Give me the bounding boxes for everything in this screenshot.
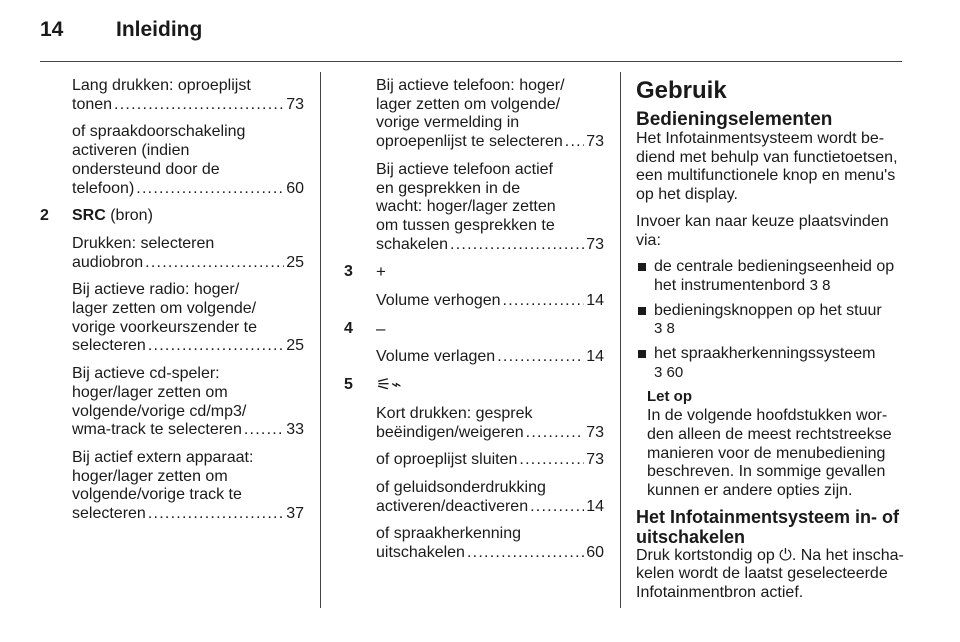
list-item: bedieningsknoppen op het stuur 3 8 [636, 302, 902, 339]
toc-entry: Drukken: selecteren audiobron . . . 25 [36, 235, 304, 272]
numbered-item-5: 5 ⚟⌁ [344, 375, 402, 395]
page-ref[interactable]: 73 [586, 423, 604, 441]
page-ref[interactable]: 3 60 [654, 363, 684, 381]
note-title: Let op [647, 388, 692, 406]
column-divider-2 [620, 72, 621, 608]
toc-entry: Volume verhogen . . . 14 [340, 292, 604, 311]
column-1 [36, 77, 304, 533]
bullet-square-icon [638, 350, 646, 358]
toc-entry: of spraakdoorschakeling activeren (indien ondersteund door de telefoon) . . . 60 [36, 123, 304, 198]
page-ref[interactable]: 37 [286, 505, 304, 523]
toc-entry: Kort drukken: gesprek beëindigen/weigeren . . . 73 [340, 405, 604, 442]
toc-entry: Lang drukken: oproeplijst tonen . . . 73 [36, 77, 304, 114]
subsection-heading: Het Infotainmentsysteem in- of uitschakelen [636, 506, 900, 547]
toc-entry: Volume verlagen . . . 14 [340, 348, 604, 367]
page-ref[interactable]: 3 8 [809, 276, 831, 294]
mute-end-call-icon: ⚟⌁ [376, 375, 402, 395]
toc-entry: Bij actieve cd-speler: hoger/lager zetten om volgende/vorige cd/mp3/ wma-track te selecteren . . . 33 [36, 365, 304, 440]
paragraph: Het Infotainmentsysteem wordt be- diend met behulp van functietoetsen, een multifunctionele knop en menu's op het display. [636, 130, 898, 204]
numbered-item-4: 4 – [344, 318, 386, 338]
page-ref[interactable]: 25 [286, 337, 304, 355]
bullet-square-icon [638, 307, 646, 315]
toc-entry: Bij actieve telefoon actief en gesprekken in de wacht: hoger/lager zetten om tussen gesprekken te schakelen . . . 73 [340, 161, 604, 255]
page-ref[interactable]: 3 8 [654, 320, 675, 338]
toc-entry: of oproeplijst sluiten . . . 73 [340, 451, 604, 470]
page-number: 14 [40, 18, 64, 41]
subsection-heading: Bedieningselementen [636, 109, 833, 130]
toc-entry: Bij actieve radio: hoger/ lager zetten om volgende/ vorige voorkeurszender te selecteren . . . 25 [36, 281, 304, 356]
page-ref[interactable]: 14 [586, 292, 604, 310]
column-3 [636, 77, 902, 611]
section-heading: Gebruik [636, 77, 727, 104]
page-ref[interactable]: 14 [586, 348, 604, 366]
page-ref[interactable]: 73 [586, 235, 604, 253]
note-box: Let op In de volgende hoofdstukken wor- den alleen de meest rechtstreekse manieren voor de menubediening beschreven. In sommige gevallen kunnen er andere opties zijn. [636, 388, 902, 500]
numbered-item-2: 2 SRC (bron) [40, 207, 153, 225]
paragraph: Druk kortstondig op ⏻. Na het inscha- kelen wordt de laatst geselecteerde Infotainmentbron actief. [636, 546, 904, 602]
page-ref[interactable]: 60 [586, 544, 604, 562]
plus-icon: + [376, 262, 386, 282]
toc-entry: of geluidsonderdrukking activeren/deactiveren . . . 14 [340, 479, 604, 516]
page-ref[interactable]: 25 [286, 253, 304, 271]
page-ref[interactable]: 33 [286, 421, 304, 439]
column-divider-1 [320, 72, 321, 608]
page-ref[interactable]: 73 [586, 451, 604, 469]
list-item: de centrale bedieningseenheid op het instrumentenbord 3 8 [636, 258, 902, 295]
numbered-item-3: 3 + [344, 262, 386, 282]
page-ref[interactable]: 14 [586, 497, 604, 515]
toc-entry: Bij actief extern apparaat: hoger/lager zetten om volgende/vorige track te selecteren . . . 37 [36, 449, 304, 524]
toc-entry: Bij actieve telefoon: hoger/ lager zetten om volgende/ vorige vermelding in oproepenlijst te selecteren . . . 73 [340, 77, 604, 152]
header-rule [40, 61, 902, 62]
page-ref[interactable]: 73 [286, 95, 304, 113]
toc-entry: of spraakherkenning uitschakelen . . . 60 [340, 525, 604, 562]
chapter-title: Inleiding [116, 18, 203, 41]
src-label: SRC [72, 207, 106, 225]
minus-icon: – [376, 318, 386, 338]
paragraph: Invoer kan naar keuze plaatsvinden via: [636, 212, 889, 249]
bullet-square-icon [638, 263, 646, 271]
column-2 [340, 77, 604, 572]
page-ref[interactable]: 60 [286, 179, 304, 197]
list-item: het spraakherkenningssysteem 3 60 [636, 345, 902, 382]
page-ref[interactable]: 73 [586, 133, 604, 151]
